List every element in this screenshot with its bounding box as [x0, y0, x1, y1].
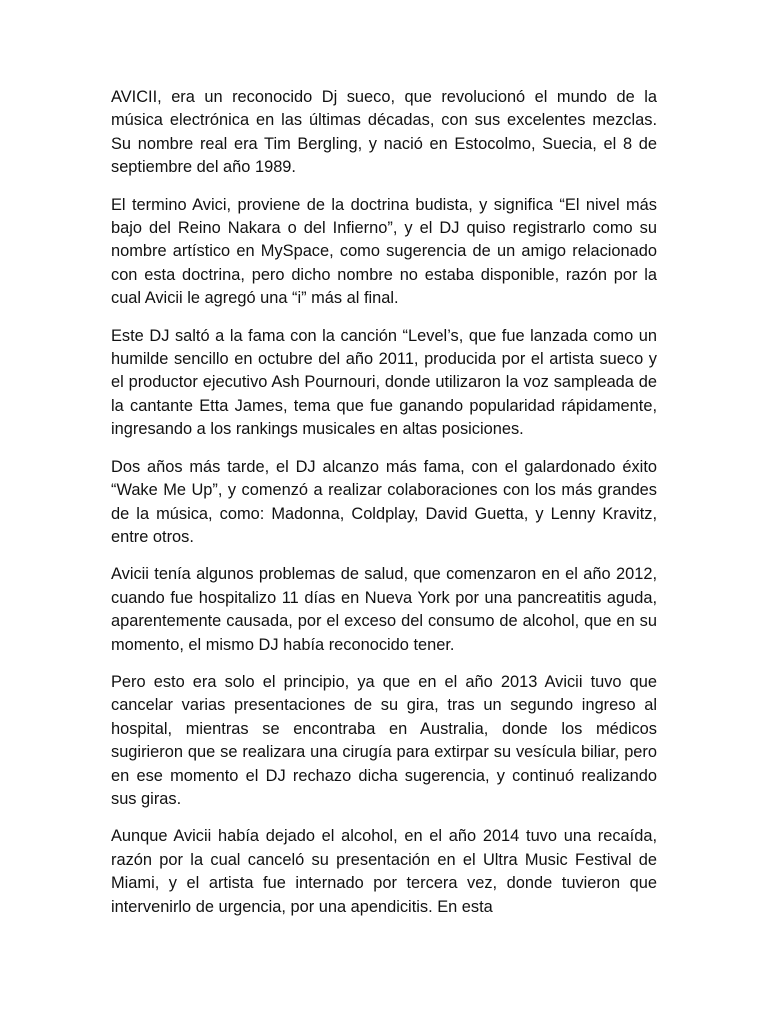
- paragraph-5: Avicii tenía algunos problemas de salud, que comenzaron en el año 2012, cuando fue hospitalizo 11 días en Nueva York por una pancreatitis aguda, aparentemente causada, por el exceso del consumo de alcohol, que en su momento, el mismo DJ había reconocido tener.: [111, 565, 657, 654]
- paragraph-6: Pero esto era solo el principio, ya que en el año 2013 Avicii tuvo que cancelar varias presentaciones de su gira, tras un segundo ingreso al hospital, mientras se encontraba en Australia, donde los médicos sugirieron que se realizara una cirugía para extirpar su vesícula biliar, pero en ese momento el DJ rechazo dicha sugerencia, y continuó realizando sus giras.: [111, 672, 657, 808]
- paragraph-3: Este DJ saltó a la fama con la canción “Level’s, que fue lanzada como un humilde sencillo en octubre del año 2011, producida por el artista sueco y el productor ejecutivo Ash Pournouri, donde utilizaron la voz sampleada de la cantante Etta James, tema que fue ganando popularidad rápidamente, ingresando a los rankings musicales en altas posiciones.: [111, 326, 657, 439]
- paragraph-1: AVICII, era un reconocido Dj sueco, que revolucionó el mundo de la música electrónica en las últimas décadas, con sus excelentes mezclas. Su nombre real era Tim Bergling, y nació en Estocolmo, Suecia, el 8 de septiembre del año 1989.: [111, 88, 657, 177]
- paragraph-7: Aunque Avicii había dejado el alcohol, en el año 2014 tuvo una recaída, razón por la cual canceló su presentación en el Ultra Music Festival de Miami, y el artista fue internado por tercera vez, donde tuvieron que intervenirlo de urgencia, por una apendicitis. En esta: [111, 827, 657, 916]
- paragraph-2: El termino Avici, proviene de la doctrina budista, y significa “El nivel más bajo del Reino Nakara o del Infierno”, y el DJ quiso registrarlo como su nombre artístico en MySpace, como sugerencia de un amigo relacionado con esta doctrina, pero dicho nombre no estaba disponible, razón por la cual Avicii le agregó una “i” más al final.: [111, 195, 657, 308]
- paragraph-4: Dos años más tarde, el DJ alcanzo más fama, con el galardonado éxito “Wake Me Up”, y comenzó a realizar colaboraciones con los más grandes de la música, como: Madonna, Coldplay, David Guetta, y Lenny Kravitz, entre otros.: [111, 457, 657, 546]
- document-page: [111, 86, 657, 933]
